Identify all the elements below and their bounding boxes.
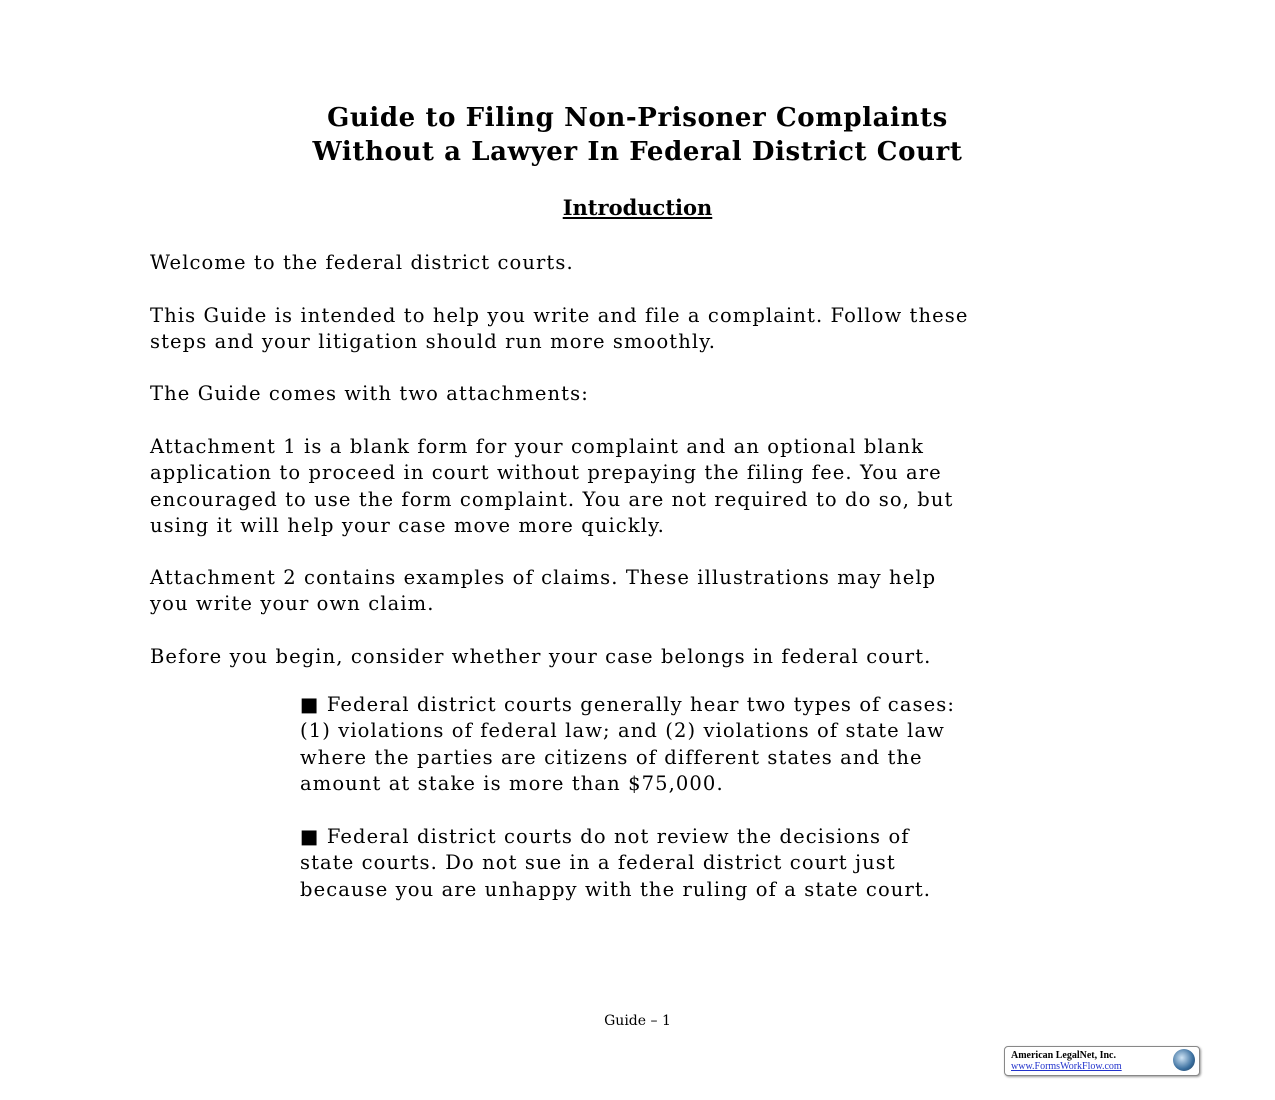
publisher-logo[interactable] <box>1004 1046 1200 1076</box>
text-line: encouraged to use the form complaint. You are not required to do so, but <box>150 487 954 511</box>
text-line: The Guide comes with two attachments: <box>150 382 589 405</box>
text-line: amount at stake is more than $75,000. <box>300 771 724 795</box>
text-line: steps and your litigation should run more smoothly. <box>150 330 717 354</box>
bullet-jurisdiction <box>300 692 955 797</box>
paragraph-welcome <box>150 250 574 276</box>
text-line: because you are unhappy with the ruling of a state court. <box>300 877 932 901</box>
text-line: Attachment 2 contains examples of claims. These illustrations may help <box>150 566 937 589</box>
paragraph-attachments <box>150 381 589 407</box>
text-line: Before you begin, consider whether your case belongs in federal court. <box>150 645 932 668</box>
text-line: state courts. Do not sue in a federal district court just <box>300 851 896 875</box>
text-line: ■ Federal district courts generally hear two types of cases: <box>300 693 956 716</box>
paragraph-before-begin <box>150 644 931 670</box>
page-footer: Guide – 1 <box>604 1013 671 1029</box>
text-line: you write your own claim. <box>150 592 435 616</box>
text-line: ■ Federal district courts do not review the decisions of <box>300 825 910 848</box>
section-heading: Introduction <box>562 195 713 220</box>
title-line-1: Guide to Filing Non-Prisoner Complaints <box>327 103 948 133</box>
text-line: where the parties are citizens of different states and the <box>300 745 923 769</box>
bullet-no-review <box>300 824 931 903</box>
text-line: Welcome to the federal district courts. <box>150 251 574 274</box>
paragraph-attachment-1 <box>150 434 953 539</box>
logo-name: American LegalNet, Inc. <box>1011 1050 1116 1061</box>
text-line: using it will help your case move more quickly. <box>150 513 665 537</box>
logo-link[interactable]: www.FormsWorkFlow.com <box>1011 1061 1122 1072</box>
paragraph-attachment-2 <box>150 565 936 618</box>
title-line-2: Without a Lawyer In Federal District Court <box>312 137 963 167</box>
text-line: Attachment 1 is a blank form for your complaint and an optional blank <box>150 435 925 458</box>
globe-icon <box>1173 1049 1195 1071</box>
text-line: application to proceed in court without prepaying the filing fee. You are <box>150 461 942 485</box>
text-line: (1) violations of federal law; and (2) violations of state law <box>300 719 945 743</box>
document-title <box>0 101 1275 169</box>
paragraph-purpose <box>150 303 969 356</box>
text-line: This Guide is intended to help you write and file a complaint. Follow these <box>150 304 969 327</box>
